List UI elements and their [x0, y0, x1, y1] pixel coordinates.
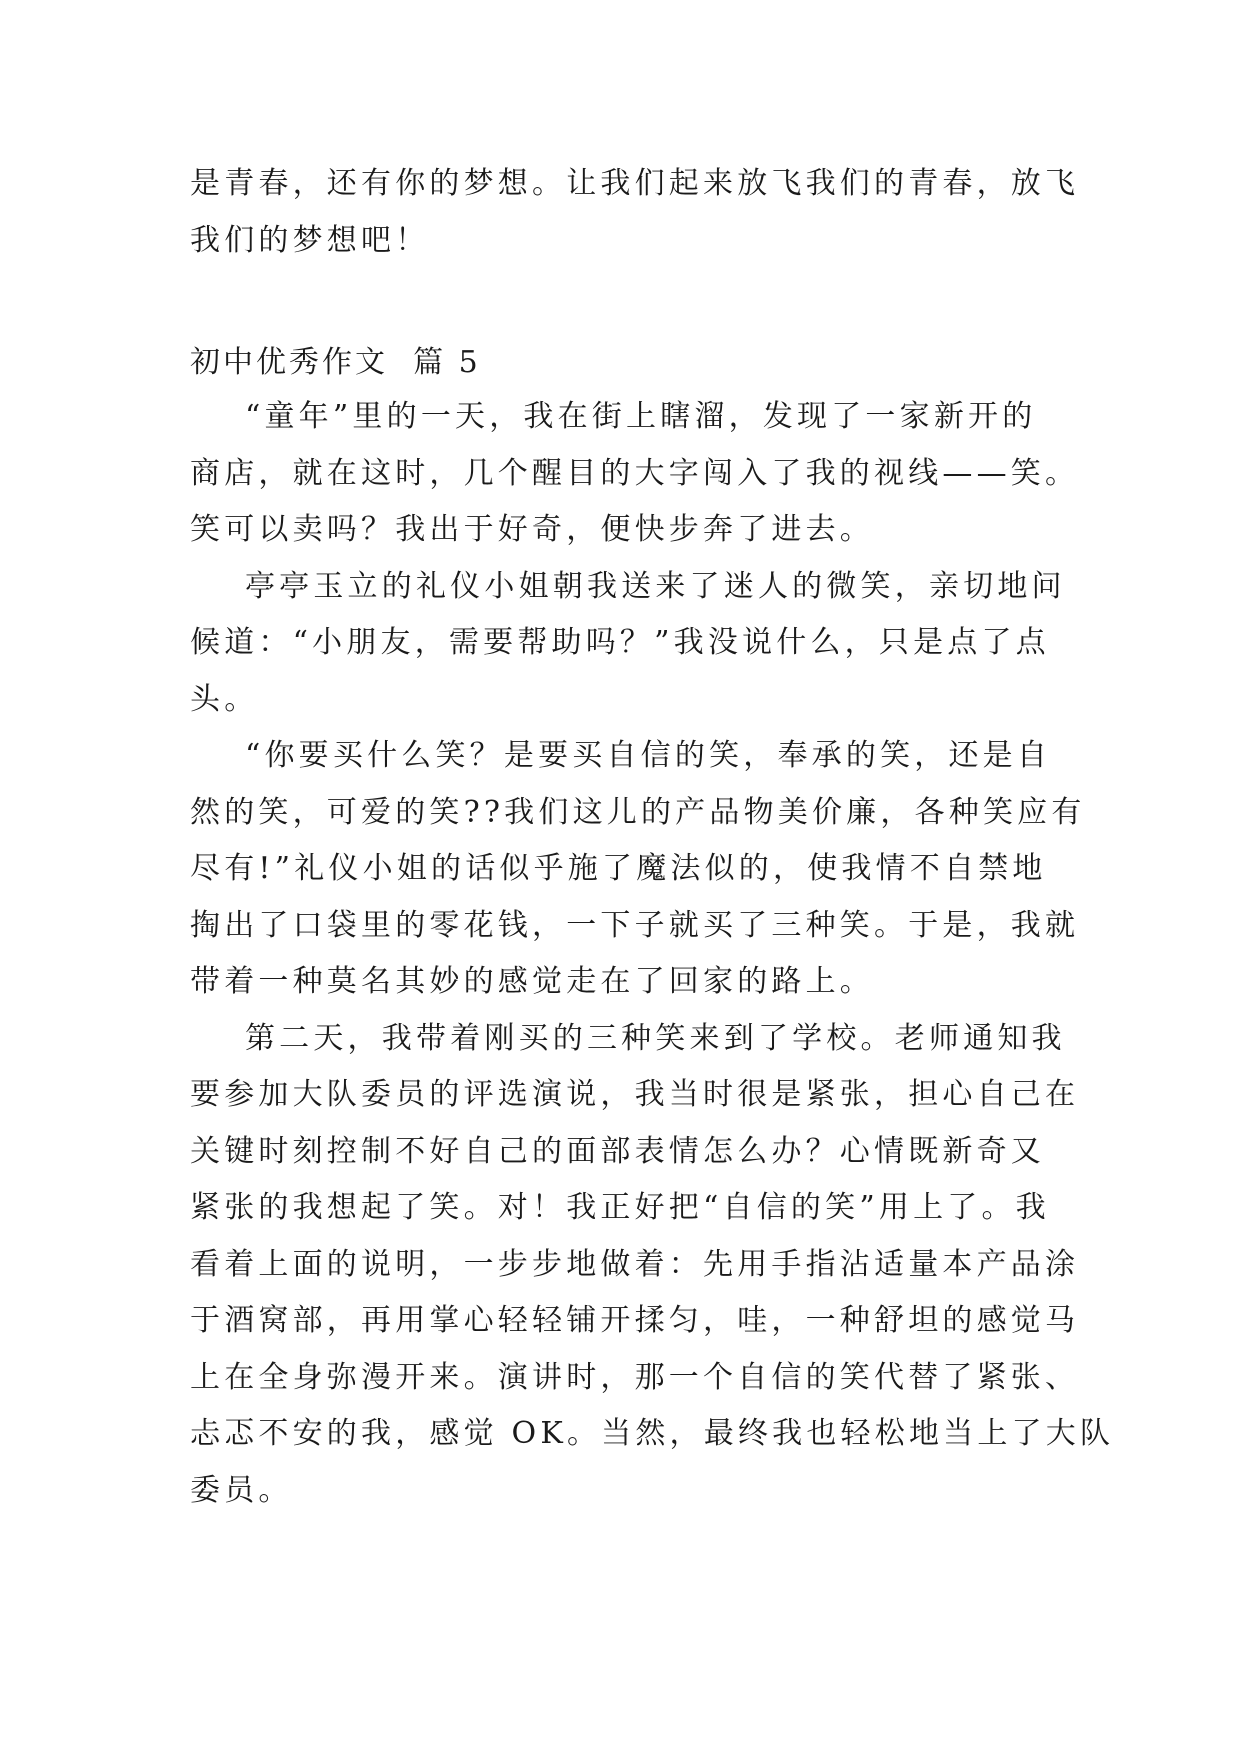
essay-line: 委员。 [190, 1472, 293, 1508]
essay-line: 关键时刻控制不好自己的面部表情怎么办？心情既新奇又 [190, 1133, 1045, 1169]
essay-line: 掏出了口袋里的零花钱，一下子就买了三种笑。于是，我就 [190, 907, 1080, 943]
essay-line: 候道：“小朋友，需要帮助吗？”我没说什么，只是点了点 [190, 625, 1050, 660]
essay-line: 要参加大队委员的评选演说，我当时很是紧张，担心自己在 [190, 1077, 1080, 1112]
essay-line: “你要买什么笑？是要买自信的笑，奉承的笑，还是自 [190, 738, 1052, 773]
essay-line: 笑可以卖吗？我出于好奇，便快步奔了进去。 [190, 512, 874, 547]
essay-line: 头。 [190, 681, 259, 717]
intro-line: 我们的梦想吧！ [190, 222, 430, 258]
essay-line: 忐忑不安的我，感觉 OK。当然，最终我也轻松地当上了大队 [190, 1416, 1115, 1451]
essay-body [190, 389, 1115, 1519]
essay-line: 带着一种莫名其妙的感觉走在了回家的路上。 [190, 964, 874, 999]
essay-line: “童年”里的一天，我在街上瞎溜，发现了一家新开的 [190, 399, 1037, 434]
essay-line: 然的笑，可爱的笑??我们这儿的产品物美价廉，各种笑应有 [190, 794, 1086, 830]
essay-line: 商店，就在这时，几个醒目的大字闯入了我的视线——笑。 [190, 455, 1080, 491]
essay-line: 看着上面的说明，一步步地做着：先用手指沾适量本产品涂 [190, 1246, 1080, 1282]
essay-line: 亭亭玉立的礼仪小姐朝我送来了迷人的微笑，亲切地问 [190, 568, 1066, 604]
intro-paragraph [190, 156, 1080, 269]
essay-line: 上在全身弥漫开来。演讲时，那一个自信的笑代替了紧张、 [190, 1359, 1080, 1395]
intro-line: 是青春，还有你的梦想。让我们起来放飞我们的青春，放飞 [190, 166, 1080, 201]
essay-line: 紧张的我想起了笑。对！我正好把“自信的笑”用上了。我 [190, 1190, 1050, 1225]
essay-line: 于酒窝部，再用掌心轻轻铺开揉匀，哇，一种舒坦的感觉马 [190, 1303, 1080, 1338]
essay-heading: 初中优秀作文 篇 5 [190, 345, 481, 380]
essay-line: 尽有!”礼仪小姐的话似乎施了魔法似的，使我情不自禁地 [190, 851, 1047, 886]
essay-line: 第二天，我带着刚买的三种笑来到了学校。老师通知我 [190, 1020, 1066, 1056]
